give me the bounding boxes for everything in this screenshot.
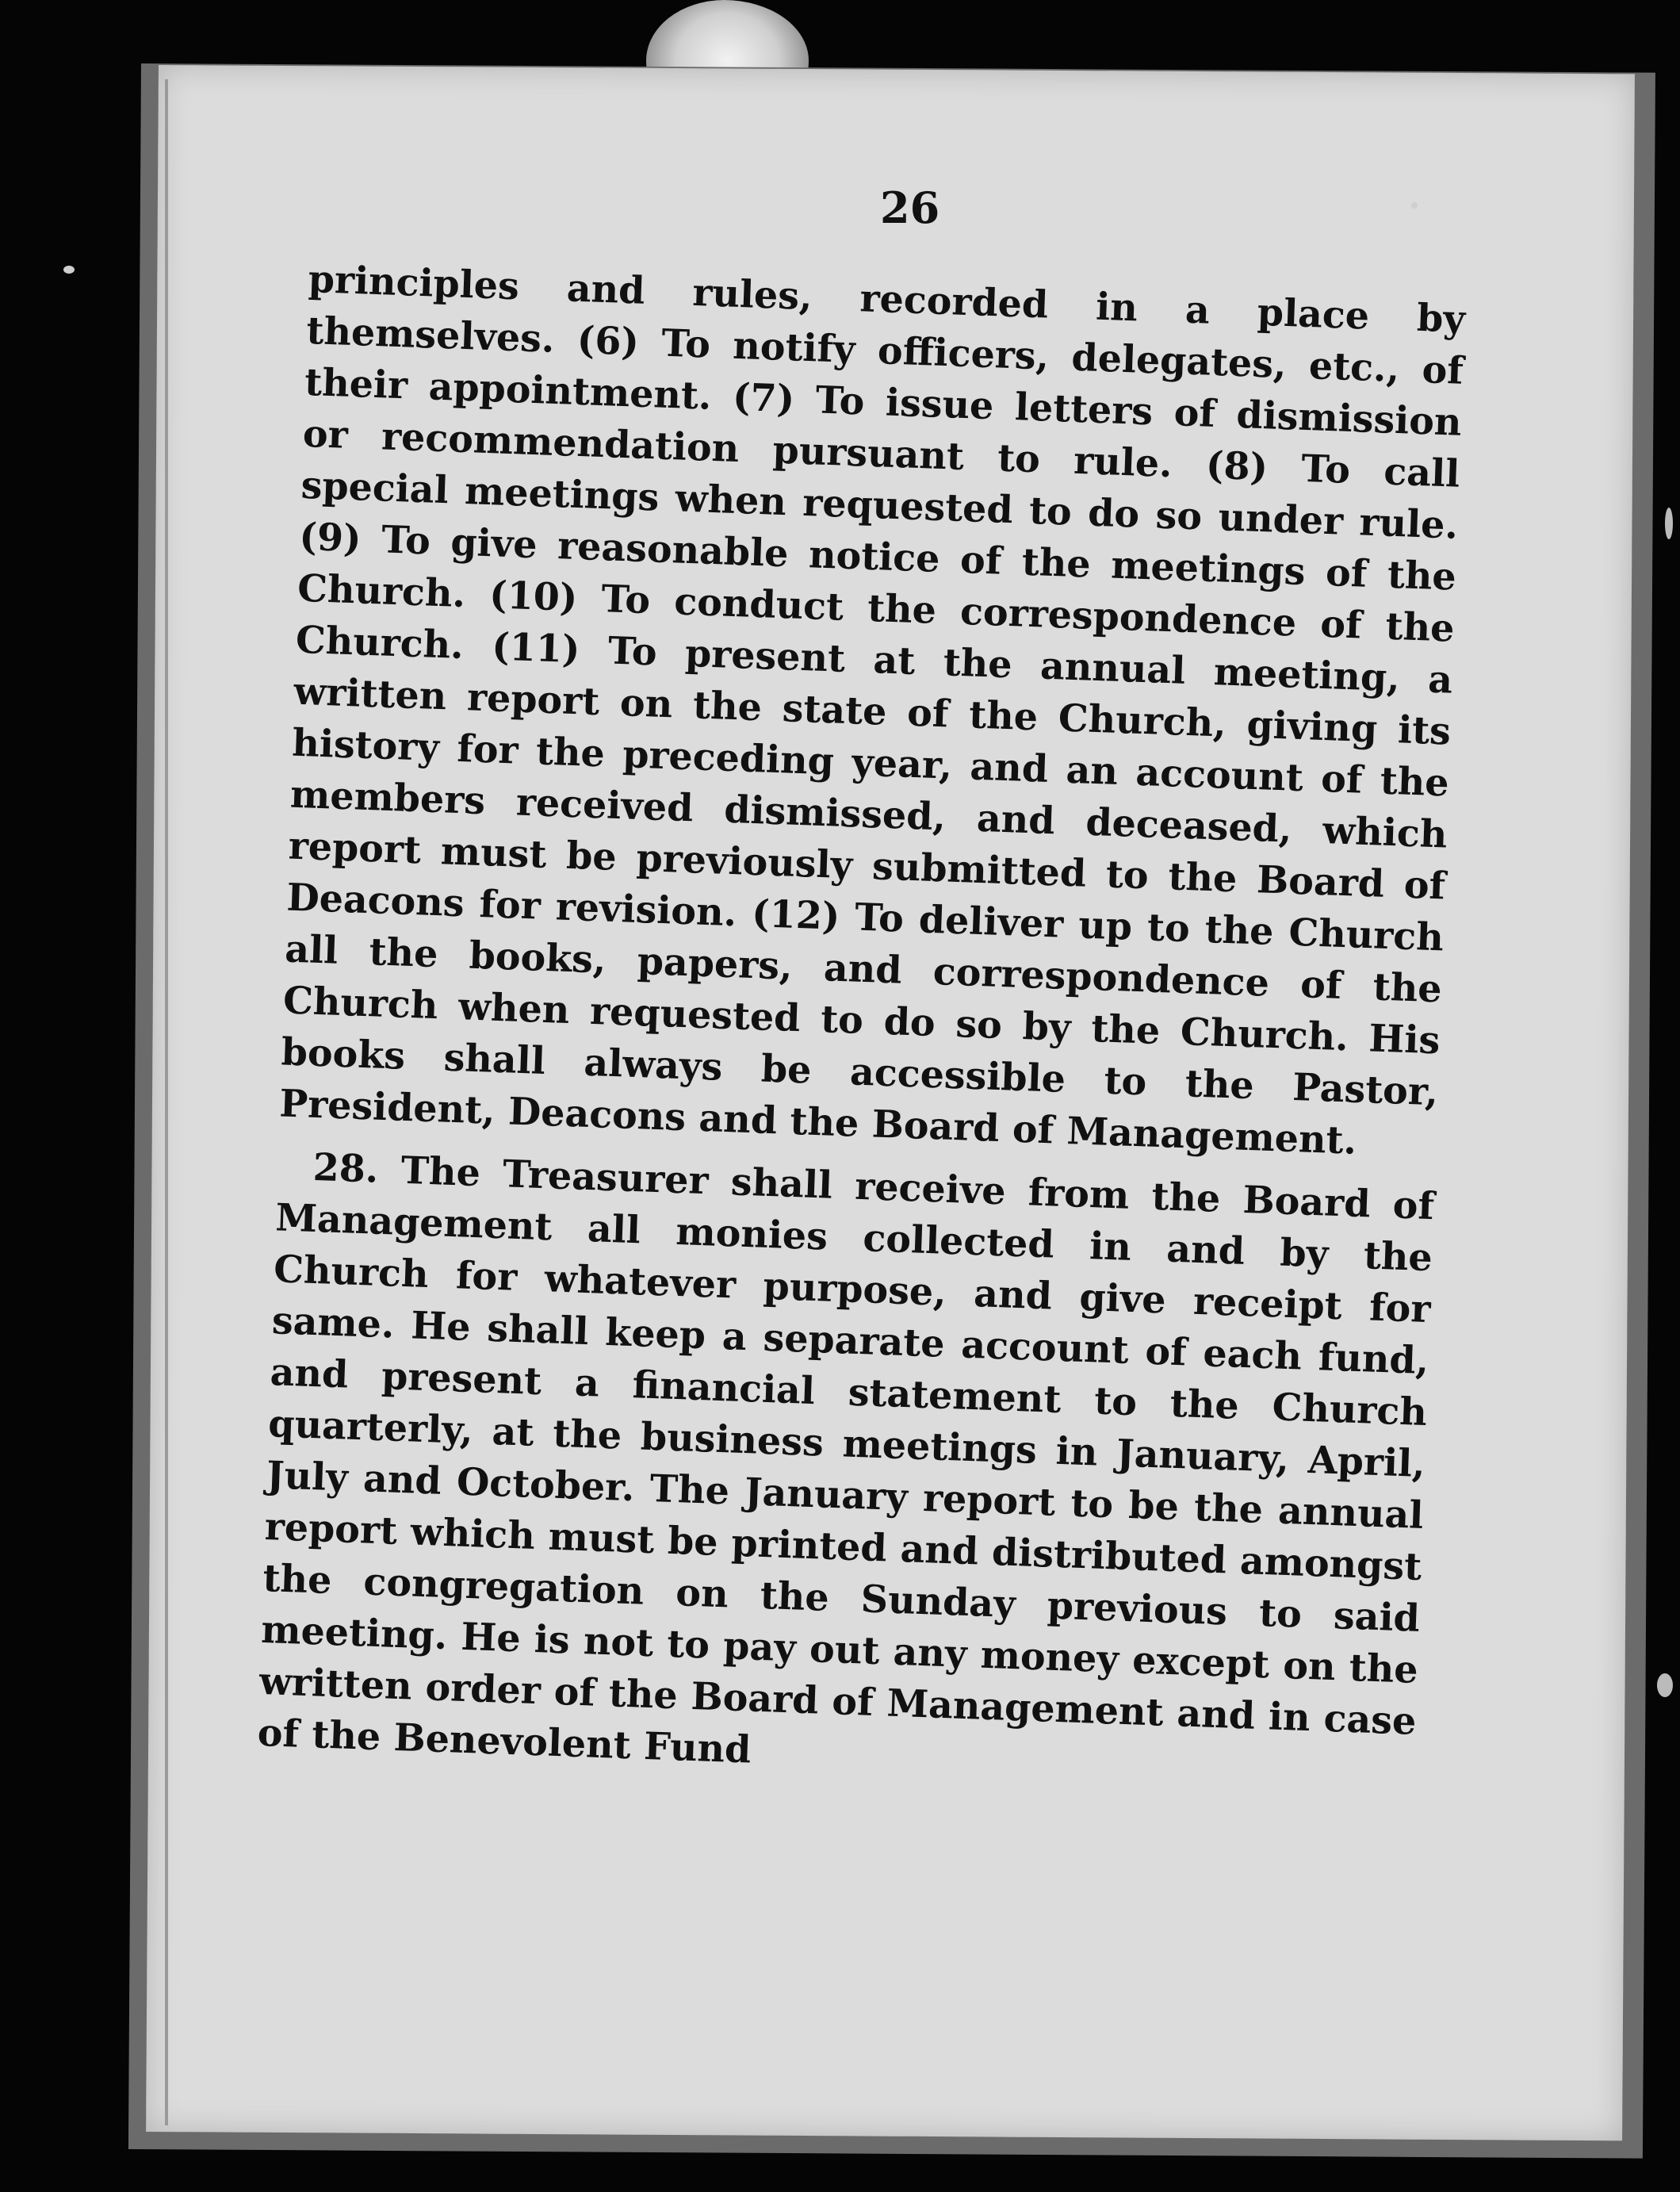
- paragraph-section-28: 28. The Treasurer shall receive from the Board of Management all monies collected in and by the Church for whatever purpose, and give receipt for same. He shall keep a separate account of each fund, and present a financial statement to the Church quarterly, at the business meetings in January, April, July and October. The January report to be the annual report which must be printed and distributed amongst the congregation on the Sunday previous to said meeting. He is not to pay out any money except on the written order of the Board of Management and in case of the Benevolent Fund: [256, 1144, 1435, 1772]
- speck: [1411, 202, 1418, 209]
- page-number: 26: [880, 182, 940, 233]
- page-text: [256, 254, 1466, 1811]
- speck: [63, 266, 75, 274]
- speck: [1665, 508, 1673, 539]
- speck: [1657, 1673, 1673, 1697]
- page-spine-line: [165, 79, 168, 2125]
- paragraph-continuation: principles and rules, recorded in a place by themselves. (6) To notify officers, delegates, etc., of their appointment. (7) To issue letters of dismission or recommendation pursuant to rule. (8) To call special meetings when requested to do so under rule. (9) To give reasonable notice of the meetings of the Church. (10) To conduct the correspondence of the Church. (11) To present at the annual meeting, a written report on the state of the Church, giving its history for the preceding year, and an account of the members received dismissed, and deceased, which report must be previously submitted to the Board of Deacons for revision. (12) To deliver up to the Church all the books, papers, and correspondence of the Church when requested to do so by the Church. His books shall always be accessible to the Pastor, President, Deacons and the Board of Management.: [278, 256, 1466, 1163]
